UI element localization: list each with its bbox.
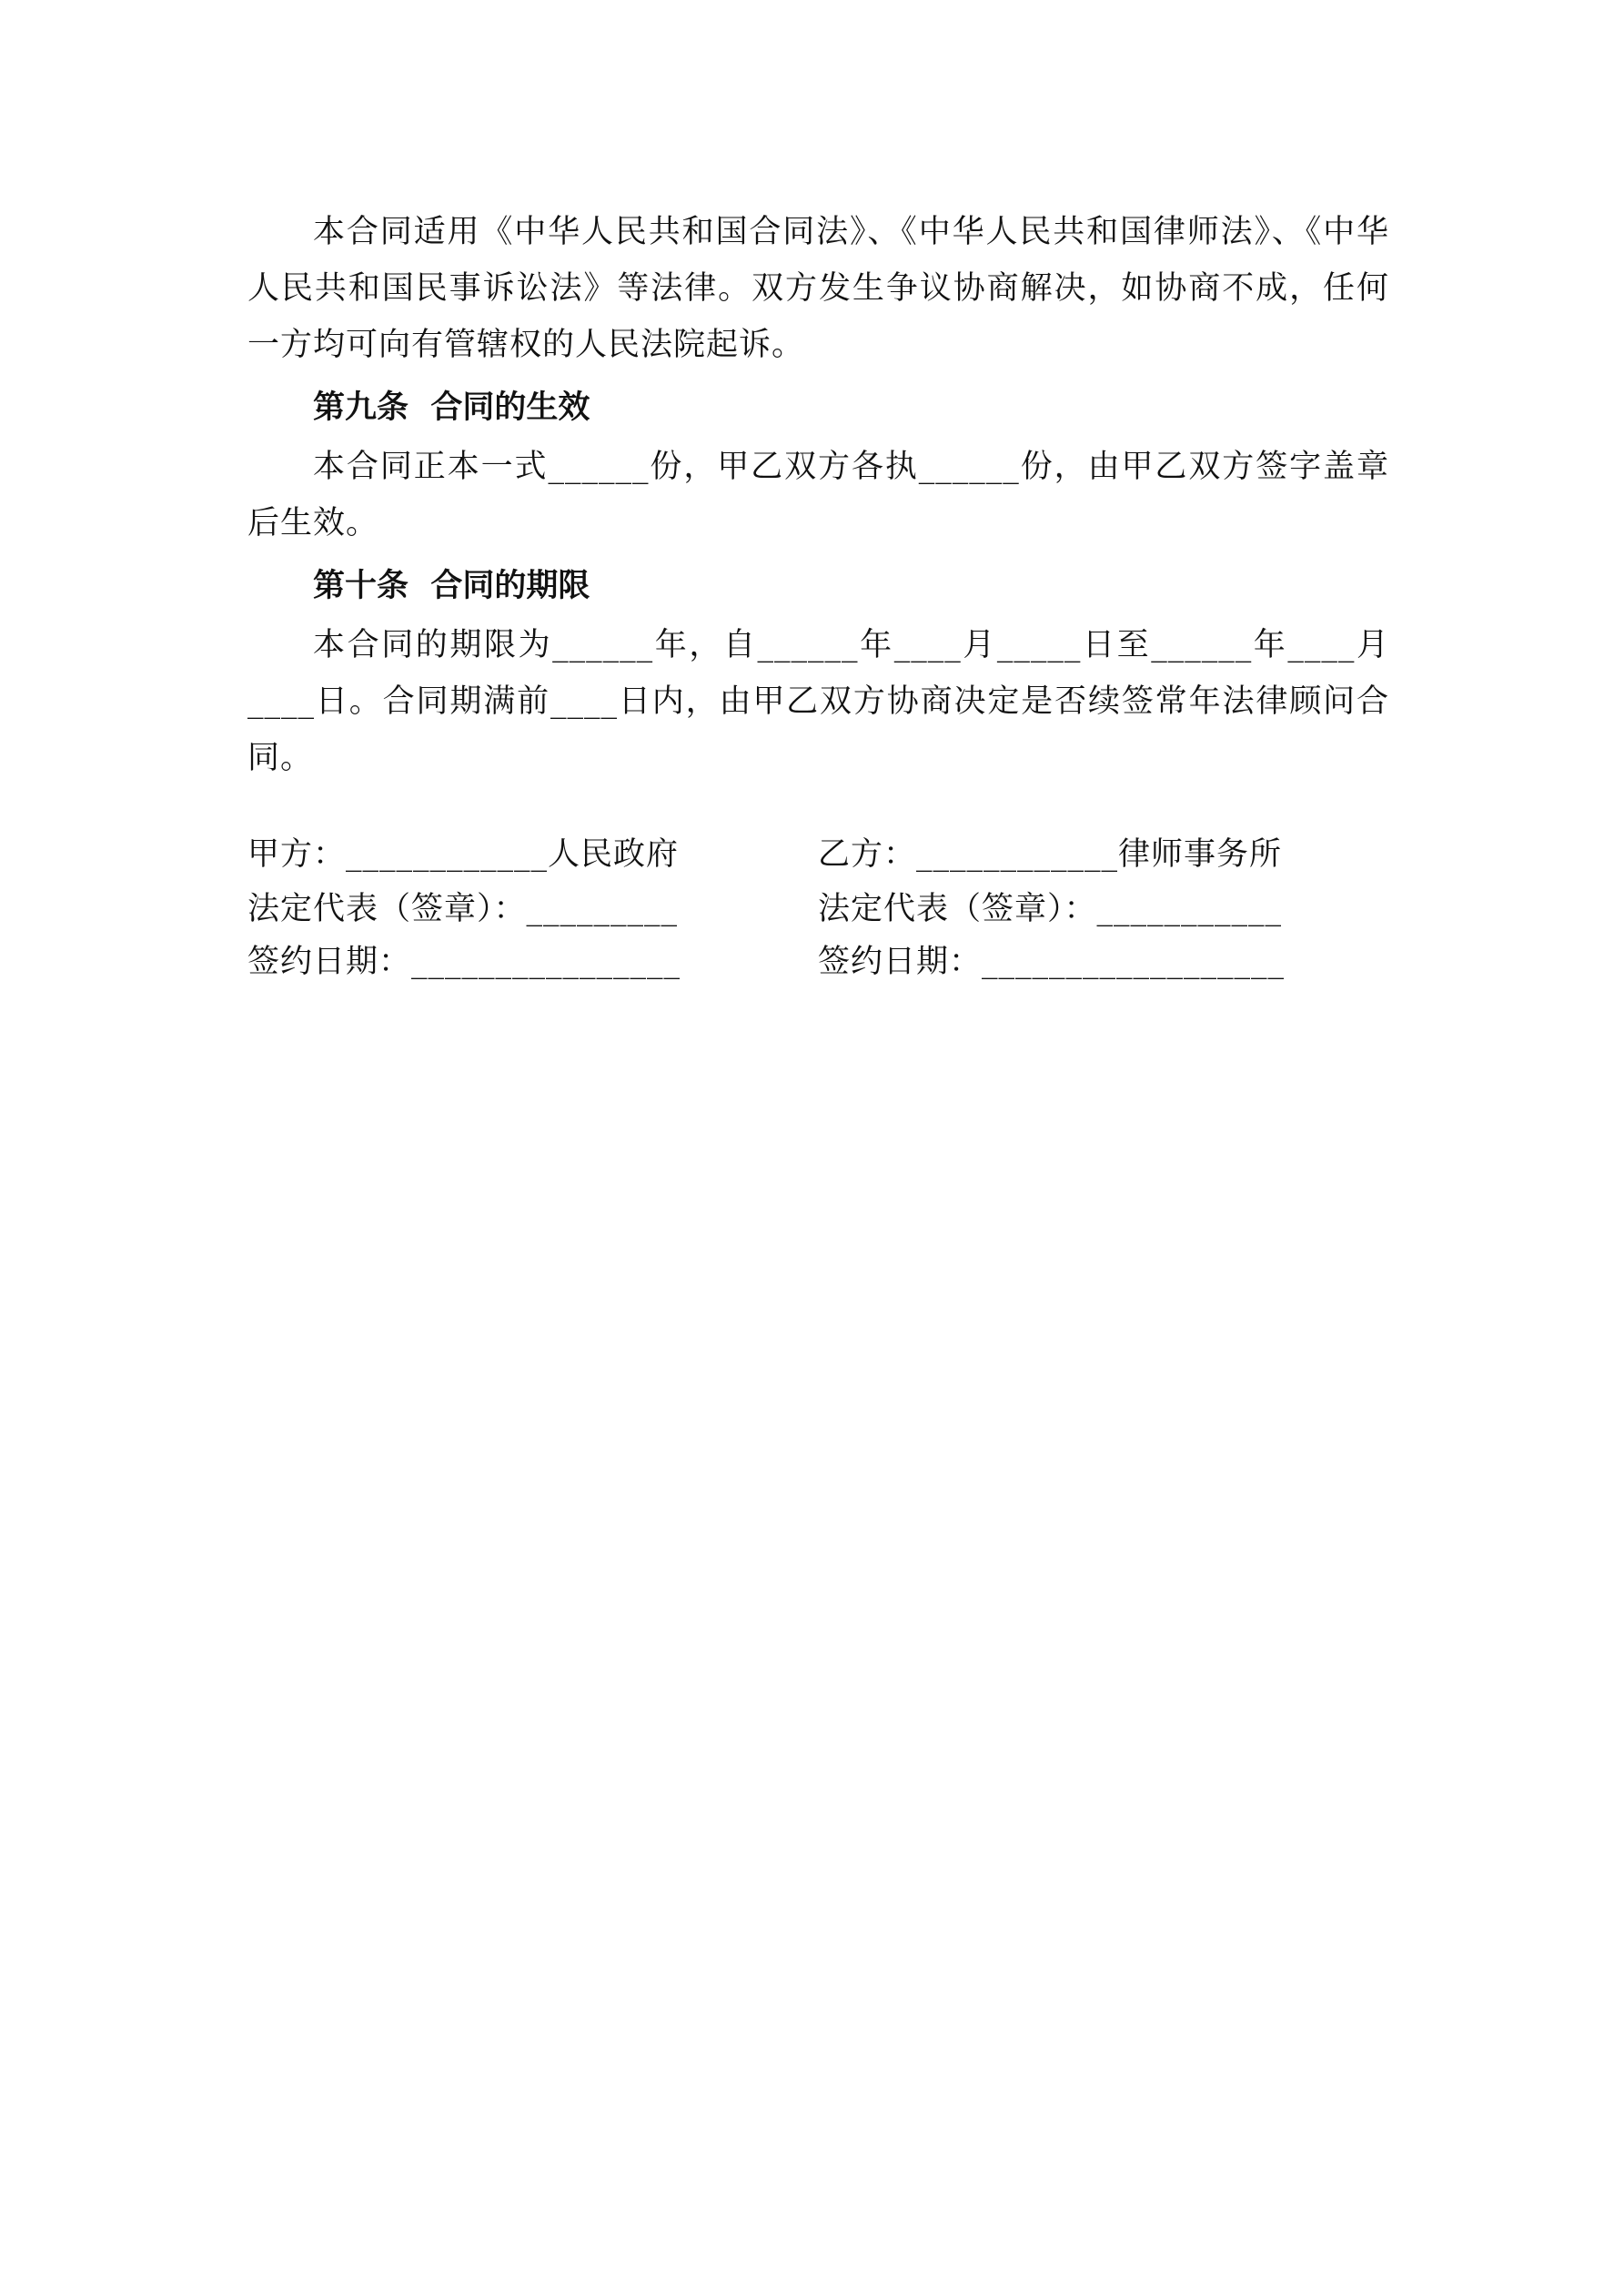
article-9-heading: 第九条 合同的生效 <box>313 389 590 426</box>
applicable-law-paragraph: 本合同适用《中华人民共和国合同法》、《中华人民共和国律师法》、《中华人民共和国民事诉讼法》等法律。双方发生争议协商解决，如协商不成，任何一方均可向有管辖权的人民法院起诉。 <box>247 214 1389 363</box>
signature-date-row <box>247 936 1389 988</box>
party-b-representative: 法定代表（签章）：___________ <box>818 891 1283 927</box>
party-a-name: 甲方：____________人民政府 <box>247 836 680 873</box>
document-body <box>247 204 1389 786</box>
article-10-body: 本合同的期限为______年，自______年____月_____日至______年____月____日。合同期满前____日内，由甲乙双方协商决定是否续签常年法律顾问合同。 <box>247 627 1389 776</box>
party-a-date: 签约日期：________________ <box>247 944 681 980</box>
signature-block <box>247 826 1389 988</box>
signature-party-row <box>247 826 1389 883</box>
article-9-body: 本合同正本一式______份，甲乙双方各执______份，由甲乙双方签字盖章后生效。 <box>247 449 1389 541</box>
signature-representative-row <box>247 883 1389 936</box>
party-b-date: 签约日期：__________________ <box>818 944 1286 980</box>
article-10-heading: 第十条 合同的期限 <box>313 567 590 604</box>
party-a-representative: 法定代表（签章）：_________ <box>247 891 679 927</box>
party-b-name: 乙方：____________律师事务所 <box>818 836 1283 873</box>
